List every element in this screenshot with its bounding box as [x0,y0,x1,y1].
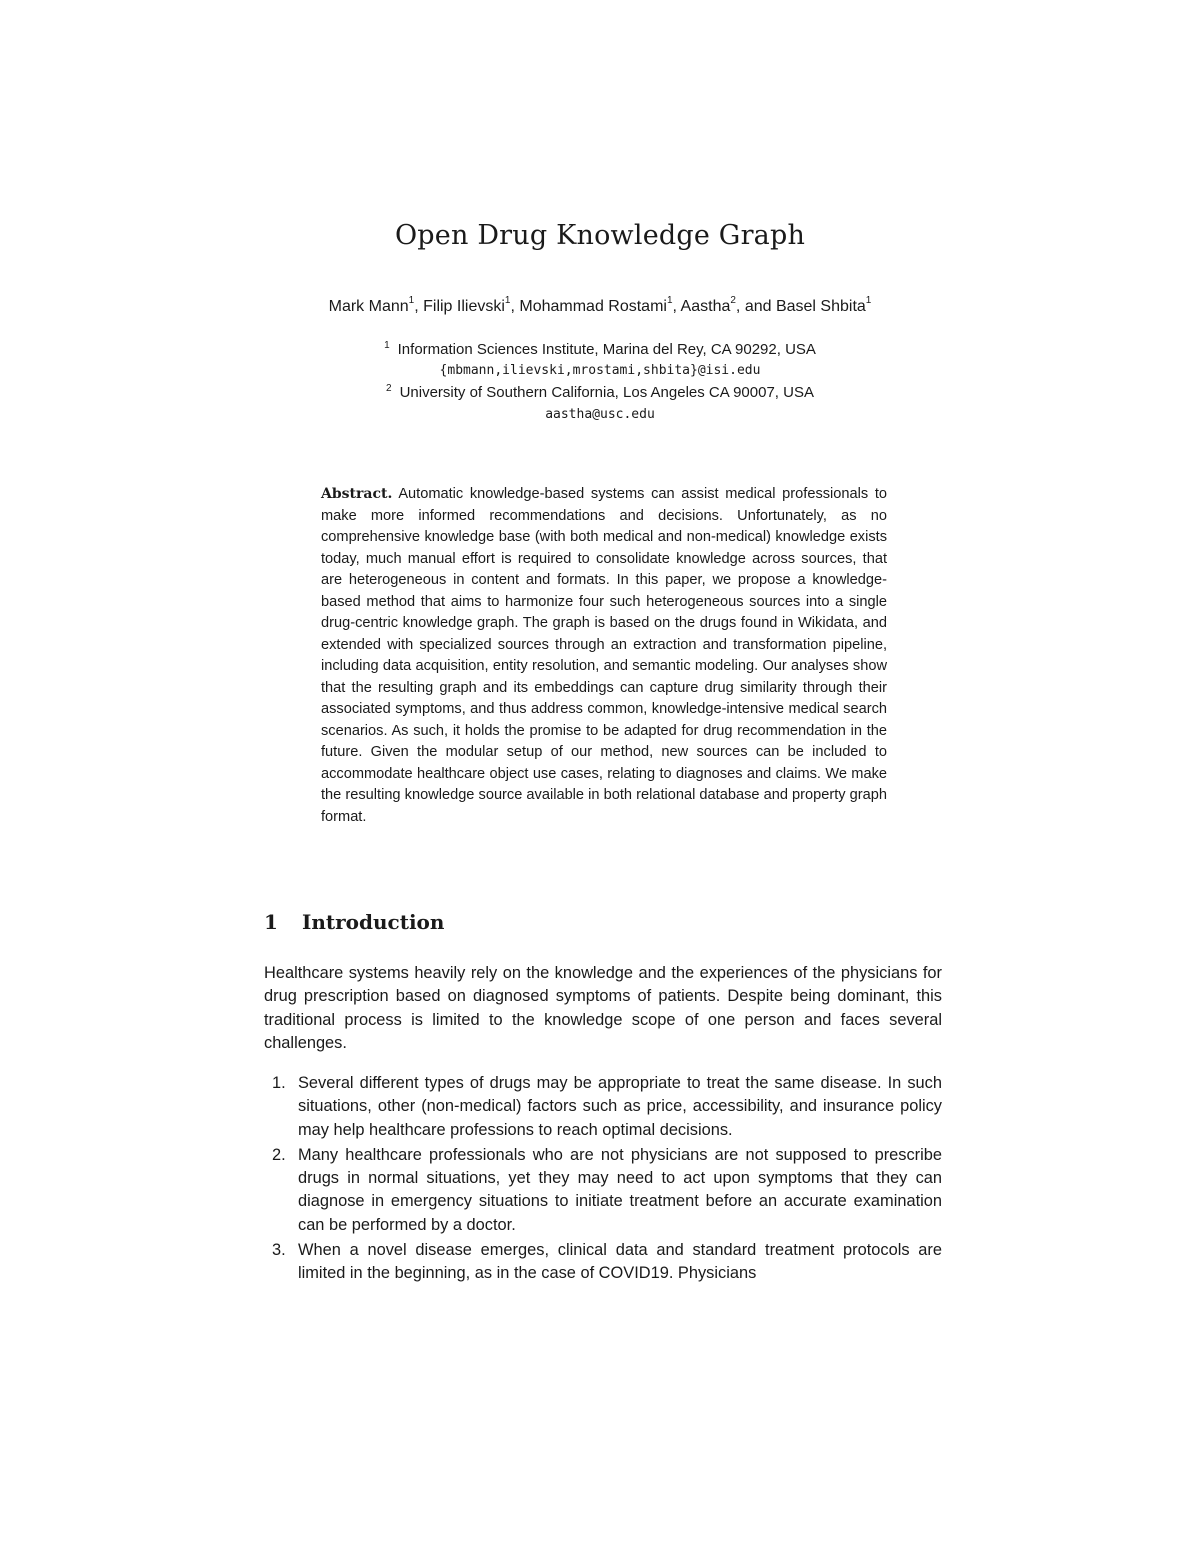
list-marker: 3. [272,1241,286,1260]
author-name: Basel Shbita [775,298,866,316]
list-item [264,1072,942,1142]
author-separator: , [414,298,424,316]
author [328,295,424,316]
list-marker: 2. [272,1145,286,1164]
section-heading [264,910,444,934]
affiliation-email: aastha@usc.edu [545,407,655,422]
author-name: Aastha [680,298,731,316]
list-item-text: When a novel disease emerges, clinical data and standard treatment protocols are limited in the beginning, as in the case of COVID19. Physicians [298,1241,942,1283]
author [680,295,776,316]
abstract [321,484,887,828]
list-marker: 1. [272,1074,286,1092]
intro-paragraph: Healthcare systems heavily rely on the knowledge and the experiences of the physicians for drug prescription based on diagnosed symptoms of patients. Despite being dominant, this traditional process is limited to the knowledge scope of one person and faces several challenges. [264,964,942,1052]
author-name: Mohammad Rostami [519,298,667,316]
affiliation [0,340,1200,358]
author-name: Filip Ilievski [423,298,505,316]
author-affiliation-mark: 2 [730,295,736,306]
author [775,295,872,316]
list-item-text: Several different types of drugs may be appropriate to treat the same disease. In such situations, other (non-medical) factors such as price, accessibility, and insurance policy may help healthcare professions to reach optimal decisions. [298,1074,942,1139]
author-affiliation-mark: 1 [865,295,872,306]
author-name: Mark Mann [328,298,409,316]
affiliation-mark: 2 [386,383,392,394]
challenge-list [264,1072,942,1288]
abstract-label: Abstract. [321,486,393,502]
author-list [0,297,1200,316]
author-affiliation-mark: 1 [504,295,511,306]
abstract-text: Automatic knowledge-based systems can assist medical professionals to make more informed recommendations and decisions. Unfortunately, as no comprehensive knowledge base (with both medical and non-medical) knowledge exists today, much manual effort is required to consolidate knowledge across sources, that are heterogeneous in content and formats. In this paper, we propose a knowledge-based method that aims to harmonize four such heterogeneous sources into a single drug-centric knowledge graph. The graph is based on the drugs found in Wikidata, and extended with specialized sources through an extraction and transformation pipeline, including data acquisition, entity resolution, and semantic modeling. Our analyses show that the resulting graph and its embeddings can capture drug similarity through their associated symptoms, and thus address common, knowledge-intensive medical search scenarios. As such, it holds the promise to be adapted for drug recommendation in the future. Given the modular setup of our method, new sources can be included to accommodate healthcare object use cases, relating to diagnoses and claims. We make the resulting knowledge source available in both relational database and property graph format. [321,486,887,825]
author-affiliation-mark: 1 [666,295,673,306]
section-title: Introduction [302,910,445,934]
author-separator: , [672,298,681,316]
affiliation-email: {mbmann,ilievski,mrostami,shbita}@isi.edu [439,363,761,378]
author-separator: , [510,298,520,316]
author-separator: , and [735,298,776,316]
author-affiliation-mark: 1 [408,295,415,306]
author [423,295,520,316]
author [519,295,681,316]
list-item [264,1239,942,1286]
list-item [264,1144,942,1237]
affiliation-mark: 1 [384,340,390,351]
list-item-text: Many healthcare professionals who are not physicians are not supposed to prescribe drugs in normal situations, yet they may need to act upon symptoms that they can diagnose in emergency situations to initiate treatment before an accurate examination can be performed by a doctor. [298,1145,942,1234]
paper-title: Open Drug Knowledge Graph [394,220,806,251]
affiliation-text: University of Southern California, Los Angeles CA 90007, USA [399,384,814,401]
affiliation [0,383,1200,401]
affiliation-text: Information Sciences Institute, Marina del Rey, CA 90292, USA [397,341,816,358]
section-number: 1 [264,910,278,934]
